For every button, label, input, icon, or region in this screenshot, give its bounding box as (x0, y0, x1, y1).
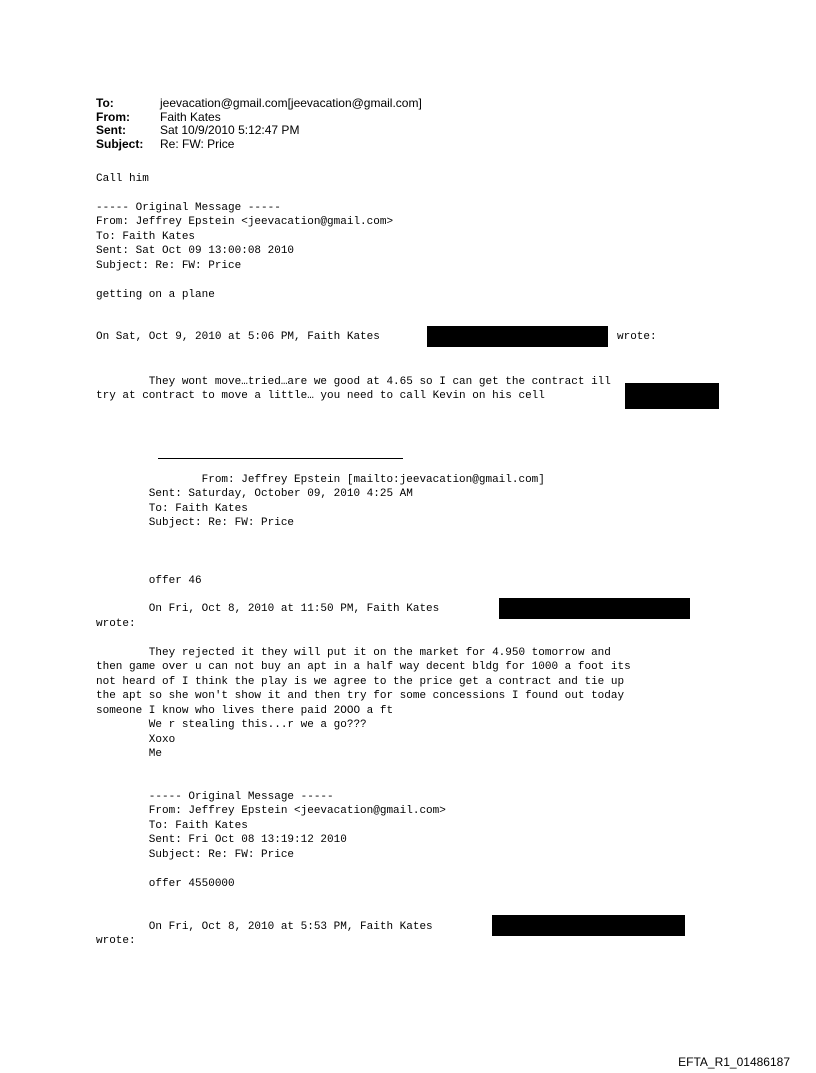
redaction-block (427, 326, 608, 347)
orig2-text: offer 4550000 (96, 878, 235, 890)
orig2-to: To: Faith Kates (96, 820, 248, 832)
redaction-block (625, 383, 719, 409)
quote2-line7: Xoxo (96, 734, 176, 746)
fwd-to: To: Faith Kates (96, 503, 248, 515)
separator-rule (158, 458, 403, 459)
orig1-from: From: Jeffrey Epstein <jeevacation@gmail.com> (96, 216, 394, 228)
quote2-intro: On Fri, Oct 8, 2010 at 11:50 PM, Faith Kates (96, 603, 440, 615)
quote1-wrote: wrote: (617, 331, 657, 343)
from-value: Faith Kates (160, 109, 221, 124)
orig1-to: To: Faith Kates (96, 231, 196, 243)
to-row (96, 97, 422, 111)
redaction-block (492, 915, 685, 936)
quote1-line2: try at contract to move a little… you need to call Kevin on his cell (96, 390, 545, 402)
subject-value: Re: FW: Price (160, 136, 235, 151)
to-value: jeevacation@gmail.com[jeevacation@gmail.com] (160, 96, 422, 110)
document-id: EFTA_R1_01486187 (678, 1055, 790, 1069)
quote3-intro: On Fri, Oct 8, 2010 at 5:53 PM, Faith Kates (96, 921, 433, 933)
fwd-sent: Sent: Saturday, October 09, 2010 4:25 AM (96, 488, 413, 500)
quote1-line1: They wont move…tried…are we good at 4.65 so I can get the contract ill (96, 376, 611, 388)
quote2-line3: not heard of I think the play is we agree to the price get a contract and tie up (96, 676, 625, 688)
from-label: From: (96, 109, 130, 124)
quote1-intro: On Sat, Oct 9, 2010 at 5:06 PM, Faith Kates (96, 331, 380, 343)
sent-value: Sat 10/9/2010 5:12:47 PM (160, 123, 300, 137)
orig1-subject: Subject: Re: FW: Price (96, 260, 242, 272)
orig1-sent: Sent: Sat Oct 09 13:00:08 2010 (96, 245, 295, 257)
subject-label: Subject: (96, 136, 144, 151)
quote2-wrote: wrote: (96, 618, 136, 630)
fwd-from: From: Jeffrey Epstein [mailto:jeevacation@gmail.com] (96, 474, 545, 486)
sent-label: Sent: (96, 123, 126, 137)
fwd-offer: offer 46 (96, 575, 202, 587)
orig2-subject: Subject: Re: FW: Price (96, 849, 295, 861)
email-header (96, 97, 422, 151)
quote2-line8: Me (96, 748, 163, 760)
quote3-wrote: wrote: (96, 935, 136, 947)
subject-row (96, 138, 422, 152)
orig2-from: From: Jeffrey Epstein <jeevacation@gmail.com> (96, 805, 446, 817)
quote2-line1: They rejected it they will put it on the market for 4.950 tomorrow and (96, 647, 611, 659)
quote2-line2: then game over u can not buy an apt in a half way decent bldg for 1000 a foot its (96, 661, 631, 673)
quote2-line5: someone I know who lives there paid 2OOO a ft (96, 705, 394, 717)
to-label: To: (96, 96, 114, 110)
redaction-block (499, 598, 690, 619)
quote2-line6: We r stealing this...r we a go??? (96, 719, 367, 731)
quote2-line4: the apt so she won't show it and then try for some concessions I found out today (96, 690, 625, 702)
sent-row (96, 124, 422, 138)
orig1-text: getting on a plane (96, 289, 215, 301)
orig2-sent: Sent: Fri Oct 08 13:19:12 2010 (96, 834, 347, 846)
fwd-subject: Subject: Re: FW: Price (96, 517, 295, 529)
orig1-separator: ----- Original Message ----- (96, 202, 281, 214)
orig2-separator: ----- Original Message ----- (96, 791, 334, 803)
reply-text: Call him (96, 173, 149, 185)
from-row (96, 111, 422, 125)
